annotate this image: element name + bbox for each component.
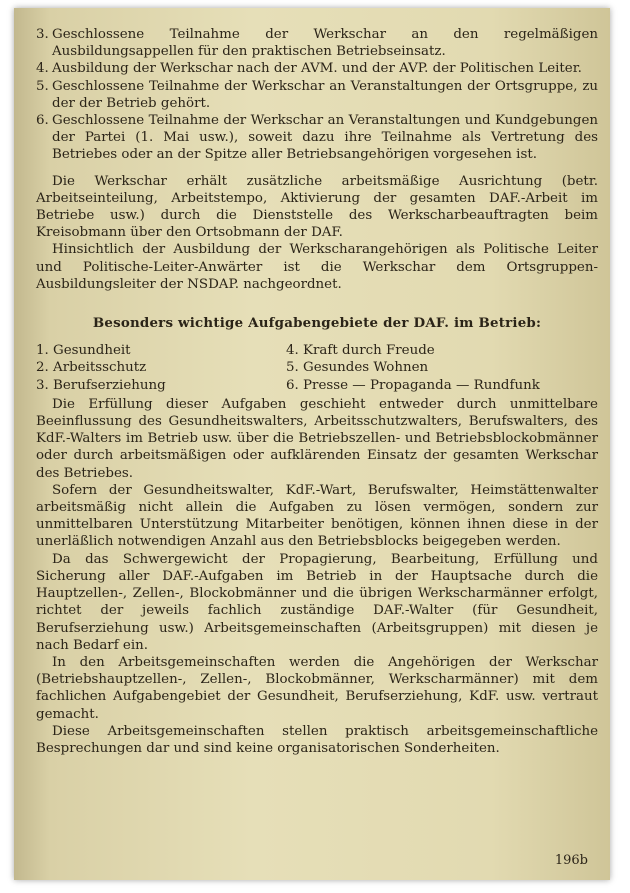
task-item: 5. Gesundes Wohnen	[286, 360, 429, 376]
book-page	[14, 8, 610, 880]
list-item	[36, 26, 598, 60]
task-list	[36, 342, 598, 394]
paragraph: Die Erfüllung dieser Aufgaben geschieht entweder durch unmittelbare Beeinflussung des Gesundheitswalters, Arbeitsschutzwalters, Berufswalters, des KdF.-Walters im Betrieb usw. über die Betriebszellen- und Betriebsblockobmänner oder durch arbeitsmäßigen oder aufklärenden Einsatz der gesamten Werkschar des Betriebes.	[36, 396, 598, 481]
section-heading: Besonders wichtige Aufgabengebiete der DAF. im Betrieb:	[92, 315, 542, 332]
paragraph: Diese Arbeitsgemeinschaften stellen praktisch arbeitsgemeinschaftliche Besprechungen dar und sind keine organisatorischen Sonderheiten.	[36, 723, 598, 756]
list-item	[36, 78, 598, 112]
list-item-number: 3.	[36, 27, 49, 42]
page-text	[36, 26, 598, 757]
paragraph: Hinsichtlich der Ausbildung der Werkscharangehörigen als Politische Leiter und Politische-Leiter-Anwärter ist die Werkschar dem Ortsgruppen-Ausbildungsleiter der NSDAP. nachgeordnet.	[36, 242, 598, 292]
task-item: 1. Gesundheit	[36, 343, 131, 359]
list-item-number: 4.	[36, 61, 49, 77]
paragraph: Die Werkschar erhält zusätzliche arbeitsmäßige Ausrichtung (betr. Arbeitseinteilung, Arbeitstempo, Aktivierung der gesamten DAF.-Arbeit im Betriebe usw.) durch die Dienststelle des Werkscharbeauftragten beim Kreisobmann über den Ortsobmann der DAF.	[36, 173, 598, 241]
paragraph: In den Arbeitsgemeinschaften werden die Angehörigen der Werkschar (Betriebshauptzellen-, Zellen-, Blockobmänner, Werkscharmänner) mit dem fachlichen Aufgabengebiet der Gesundheit, Berufserziehung, KdF. usw. vertraut gemacht.	[36, 654, 598, 722]
list-item-text: Geschlossene Teilnahme der Werkschar an Veranstaltungen und Kundgebungen der Partei (1. Mai usw.), soweit dazu ihre Teilnahme als Vertretung des Betriebes oder an der Spitze aller Betriebsangehörigen vorgesehen ist.	[52, 113, 598, 163]
list-item-number: 5.	[36, 78, 49, 94]
list-item-text: Geschlossene Teilnahme der Werkschar an den regelmäßigen Ausbildungsappellen für den praktischen Betriebseinsatz.	[52, 27, 598, 60]
list-item-text: Geschlossene Teilnahme der Werkschar an Veranstaltungen der Ortsgruppe, zu der der Betrieb gehört.	[52, 78, 598, 111]
task-item: 4. Kraft durch Freude	[286, 343, 435, 359]
list-item-number: 6.	[36, 113, 49, 129]
task-item: 2. Arbeitsschutz	[36, 360, 147, 376]
page-number: 196b	[554, 853, 588, 868]
paragraph: Sofern der Gesundheitswalter, KdF.-Wart, Berufswalter, Heimstättenwalter arbeitsmäßig nicht allein die Aufgaben zu lösen vermögen, sondern zur unmittelbaren Unterstützung Mitarbeiter benötigen, können ihnen diese in der unerläßlich notwendigen Anzahl aus den Betriebsblocks beigegeben werden.	[36, 482, 598, 550]
list-item	[36, 112, 598, 164]
task-item: 6. Presse — Propaganda — Rundfunk	[286, 377, 540, 393]
paragraph: Da das Schwergewicht der Propagierung, Bearbeitung, Erfüllung und Sicherung aller DAF.-Aufgaben im Betrieb in der Hauptsache durch die Hauptzellen-, Zellen-, Blockobmänner und die übrigen Werkscharmänner erfolgt, richtet der jeweils fachlich zuständige DAF.-Walter (für Gesundheit, Berufserziehung usw.) Arbeitsgemeinschaften (Arbeitsgruppen) mit diesen je nach Bedarf ein.	[36, 551, 598, 653]
list-item	[36, 60, 598, 77]
list-item-text: Ausbildung der Werkschar nach der AVM. und der AVP. der Politischen Leiter.	[52, 61, 582, 77]
task-item: 3. Berufserziehung	[36, 377, 166, 393]
